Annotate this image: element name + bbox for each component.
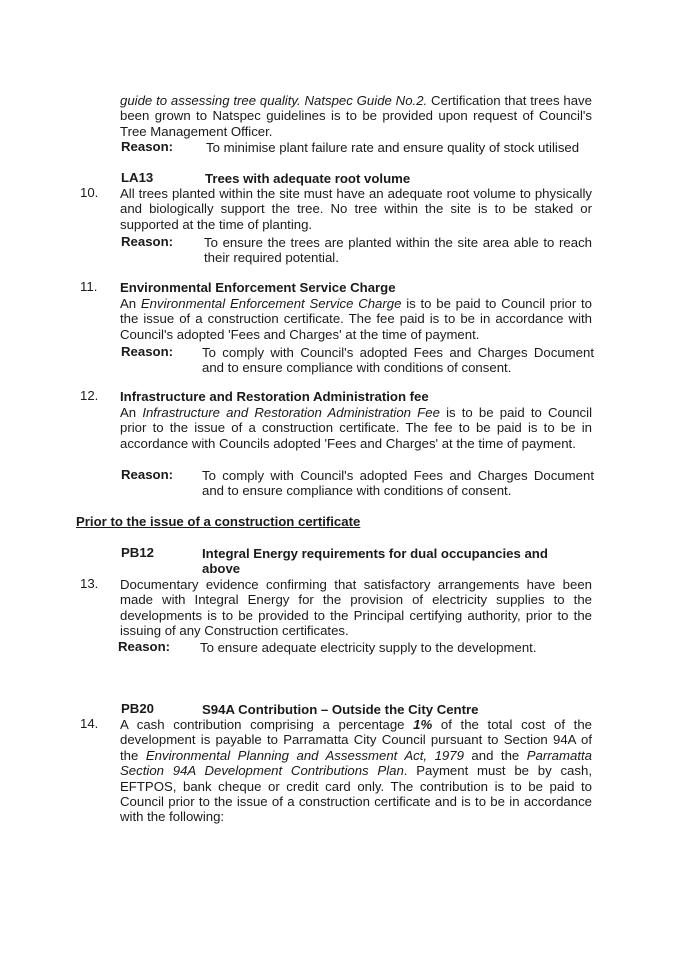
condition-13-title: Integral Energy requirements for dual occupancies and above [202, 546, 548, 577]
condition-11-body-pre: An [120, 296, 141, 311]
condition-12-body [120, 405, 592, 451]
condition-10-code: LA13 [121, 170, 154, 185]
condition-14-plan: Parramatta Section 94A Development Contributions Plan [120, 747, 592, 779]
condition-11-body [120, 296, 592, 342]
condition-14-percent: 1% [413, 717, 433, 732]
condition-12-body-pre: An [120, 405, 143, 420]
condition-13-code: PB12 [121, 545, 154, 560]
continuation-reason-text: To minimise plant failure rate and ensure quality of stock utilised [206, 140, 580, 155]
condition-12-title: Infrastructure and Restoration Administration fee [120, 389, 429, 404]
condition-14-body-4: . Payment must be by cash, EFTPOS, bank cheque or credit card only. The contribution is to be paid to Council prior to the issue of a construction certificate and is to be in accordance with the following: [120, 763, 592, 825]
condition-11-title: Environmental Enforcement Service Charge [120, 280, 396, 295]
condition-11-number: 11. [80, 279, 98, 294]
condition-12-reason-label: Reason: [121, 467, 174, 482]
continuation-line1-rest: Certification that trees [427, 93, 560, 108]
continuation-reason-label: Reason: [121, 139, 174, 154]
condition-13-body: Documentary evidence confirming that satisfactory arrangements have been made with Integral Energy for the provision of electricity supplies to the developments is to be provided to the Principal certifying authority, prior to the issuing of any Construction certificates. [120, 577, 592, 639]
continuation-line2: have been grown to Natspec guidelines is to be provided upon request of [120, 93, 592, 124]
condition-14-body [120, 717, 592, 825]
condition-14-act: Environmental Planning and Assessment Act, 1979 [145, 747, 464, 763]
continuation-line3: Council's Tree Management Officer. [120, 108, 592, 139]
condition-11-reason-text: To comply with Council's adopted Fees and Charges Document and to ensure compliance with conditions of consent. [202, 345, 594, 376]
condition-14-body-2: of the total cost of the development is payable to Parramatta City Council pursuant to Section 94A of the [120, 717, 592, 763]
condition-10-reason-label: Reason: [121, 234, 174, 249]
condition-14-title: S94A Contribution – Outside the City Centre [202, 702, 479, 717]
condition-14-number: 14. [80, 716, 99, 731]
condition-10-reason-text: To ensure the trees are planted within the site area able to reach their required potential. [204, 235, 592, 266]
continuation-italic: guide to assessing tree quality. Natspec Guide No.2. [120, 93, 428, 108]
section-heading: Prior to the issue of a construction certificate [76, 514, 361, 529]
continuation-paragraph [120, 93, 592, 139]
condition-12-body-italic: Infrastructure and Restoration Administration Fee [142, 405, 440, 420]
condition-13-number: 13. [80, 576, 99, 591]
condition-10-body: All trees planted within the site must have an adequate root volume to physically and biologically support the tree. No tree within the site is to be staked or supported at the time of planting. [120, 186, 592, 232]
condition-13-reason-text: To ensure adequate electricity supply to the development. [200, 640, 537, 655]
condition-11-body-italic: Environmental Enforcement Service Charge [140, 296, 402, 311]
condition-11-reason-label: Reason: [121, 344, 174, 359]
condition-10-title: Trees with adequate root volume [205, 171, 411, 186]
condition-12-reason-text: To comply with Council's adopted Fees and Charges Document and to ensure compliance with conditions of consent. [202, 468, 594, 499]
condition-14-code: PB20 [121, 701, 154, 716]
condition-11-body-post: is to be paid to Council prior to the issue of a construction certificate. The fee paid is to be in accordance with Council's adopted 'Fees and Charges' at the time of payment. [120, 296, 592, 342]
condition-13-reason-label: Reason: [118, 639, 171, 654]
condition-14-body-1: A cash contribution comprising a percentage [120, 717, 414, 732]
condition-12-number: 12. [80, 388, 99, 403]
condition-14-body-3: and the [463, 747, 527, 763]
condition-10-number: 10. [80, 185, 99, 200]
condition-12-body-post: is to be paid to Council prior to the issue of a construction certificate. The fee to be paid is to be in accordance with Councils adopted 'Fees and Charges' at the time of payment. [120, 405, 593, 451]
